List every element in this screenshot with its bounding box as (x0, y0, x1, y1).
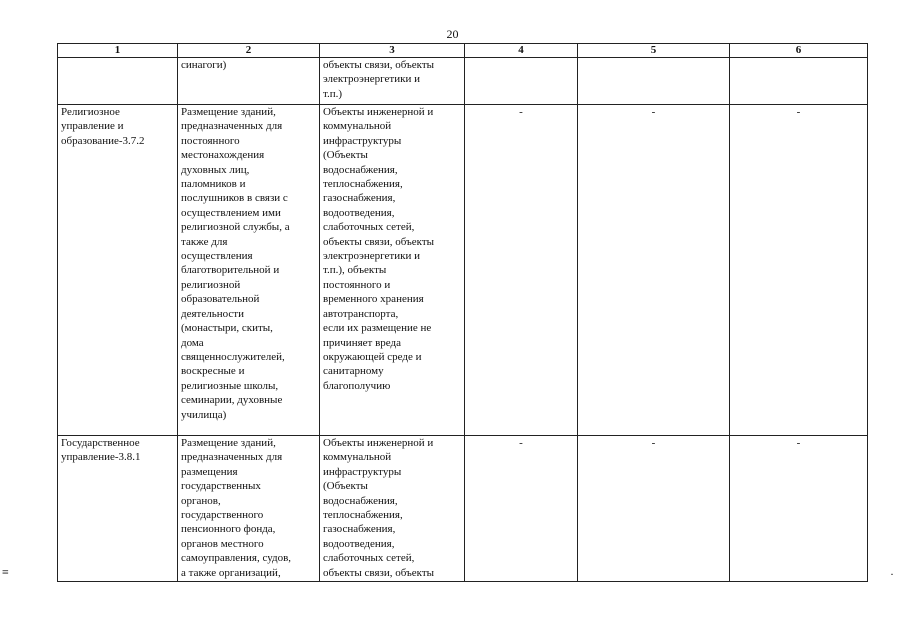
table-cell-col4 (465, 58, 578, 105)
cell-text-line: синагоги) (181, 59, 227, 71)
cell-text-line: Размещение зданий, (181, 437, 276, 449)
cell-text-line: водоснабжения, (323, 494, 398, 507)
cell-text-line: также для (181, 235, 228, 248)
cell-text-line: государственных (181, 480, 261, 493)
cell-text-line: осуществления (181, 250, 253, 263)
cell-text-line: коммунальной (323, 451, 392, 464)
cell-text-line: теплоснабжения, (323, 509, 403, 522)
column-header-5: 5 (578, 44, 730, 58)
cell-text-line: водоотведения, (323, 206, 395, 219)
cell-text-line: объекты связи, объекты (323, 59, 435, 71)
cell-text-line: объекты связи, объекты (323, 566, 435, 579)
table-cell-col6: - (730, 436, 868, 582)
table-cell-col6 (730, 58, 868, 105)
cell-text-line: размещения (181, 465, 238, 478)
table-cell-col1 (58, 58, 178, 105)
cell-text-line: предназначенных для (181, 120, 283, 133)
page-number: 20 (446, 27, 459, 41)
right-margin-mark: · (890, 567, 894, 581)
cell-text-line: газоснабжения, (323, 192, 396, 205)
cell-text-line: а также организаций, (181, 566, 281, 579)
cell-text-line: управление и (61, 120, 124, 133)
cell-text-line: благотворительной и (181, 264, 280, 277)
cell-text-line: религиозной (181, 278, 241, 291)
cell-text-line: газоснабжения, (323, 523, 396, 536)
cell-text-line: послушников в связи с (181, 192, 288, 205)
table-cell-col3 (320, 58, 465, 105)
cell-text-line: Религиозное (61, 106, 120, 118)
table-row (58, 105, 868, 436)
cell-text-line: постоянного и (323, 278, 391, 291)
cell-text-line: автотранспорта, (323, 307, 399, 320)
column-header-2: 2 (178, 44, 320, 58)
table-cell-col3 (320, 436, 465, 582)
cell-text-line: органов, (181, 494, 221, 507)
cell-text-line: инфраструктуры (323, 465, 402, 478)
table-cell-col2 (178, 105, 320, 436)
cell-text-line: образование-3.7.2 (61, 134, 145, 147)
cell-text-line: санитарному (323, 365, 384, 378)
cell-text-line: предназначенных для (181, 451, 283, 464)
cell-text-line: религиозной службы, а (181, 221, 290, 234)
cell-text-line: духовных лиц, (181, 163, 250, 176)
cell-text-line: (монастыри, скиты, (181, 322, 273, 335)
cell-text-line: пенсионного фонда, (181, 523, 276, 536)
cell-text-line: образовательной (181, 293, 260, 306)
cell-text-line: слаботочных сетей, (323, 552, 415, 565)
cell-text-line: паломников и (181, 178, 246, 191)
cell-text-line: водоотведения, (323, 537, 395, 550)
cell-text-line: Государственное (61, 437, 140, 449)
cell-text-line: воскресные и (181, 365, 245, 378)
table-cell-col4: - (465, 436, 578, 582)
cell-text-line: т.п.) (323, 87, 343, 100)
cell-text-line: деятельности (181, 307, 244, 320)
cell-text-line: училища) (181, 408, 227, 421)
cell-text-line: слаботочных сетей, (323, 221, 415, 234)
cell-text-line: органов местного (181, 537, 264, 550)
table-cell-col5: - (578, 105, 730, 436)
cell-text-line: священнослужителей, (181, 350, 285, 363)
column-header-4: 4 (465, 44, 578, 58)
cell-text-line: самоуправления, судов, (181, 552, 292, 565)
table-cell-col2 (178, 436, 320, 582)
cell-text-line: объекты связи, объекты (323, 235, 435, 248)
cell-text-line: водоснабжения, (323, 163, 398, 176)
left-margin-mark: ≡ (2, 565, 9, 579)
table-cell-col4: - (465, 105, 578, 436)
cell-text-line: если их размещение не (323, 322, 432, 335)
cell-text-line: религиозные школы, (181, 379, 279, 392)
cell-text-line: т.п.), объекты (323, 264, 387, 277)
table-row (58, 436, 868, 582)
cell-text-line: Объекты инженерной и (323, 106, 434, 118)
cell-text-line: Размещение зданий, (181, 106, 276, 118)
table-cell-col5 (578, 58, 730, 105)
table-cell-col3 (320, 105, 465, 436)
table-row (58, 58, 868, 105)
cell-text-line: теплоснабжения, (323, 178, 403, 191)
cell-text-line: причиняет вреда (323, 336, 401, 349)
cell-text-line: семинарии, духовные (181, 394, 283, 407)
table-cell-col1 (58, 105, 178, 436)
column-header-3: 3 (320, 44, 465, 58)
cell-text-line: (Объекты (323, 149, 368, 162)
cell-text-line: управление-3.8.1 (61, 451, 141, 464)
table-cell-col5: - (578, 436, 730, 582)
cell-text-line: временного хранения (323, 293, 424, 306)
document-table (57, 43, 868, 582)
cell-text-line: дома (181, 336, 204, 349)
table-cell-col2 (178, 58, 320, 105)
cell-text-line: (Объекты (323, 480, 368, 493)
cell-text-line: окружающей среде и (323, 350, 422, 363)
cell-text-line: государственного (181, 509, 264, 522)
cell-text-line: коммунальной (323, 120, 392, 133)
column-header-6: 6 (730, 44, 868, 58)
column-header-1: 1 (58, 44, 178, 58)
table-cell-col1 (58, 436, 178, 582)
cell-text-line: местонахождения (181, 149, 265, 162)
table-cell-col6: - (730, 105, 868, 436)
cell-text-line: благополучию (323, 379, 391, 392)
table-header-row (58, 44, 868, 58)
cell-text-line: Объекты инженерной и (323, 437, 434, 449)
cell-text-line: постоянного (181, 134, 240, 147)
cell-text-line: электроэнергетики и (323, 73, 420, 86)
cell-text-line: электроэнергетики и (323, 250, 420, 263)
cell-text-line: инфраструктуры (323, 134, 402, 147)
cell-text-line: осуществлением ими (181, 206, 281, 219)
